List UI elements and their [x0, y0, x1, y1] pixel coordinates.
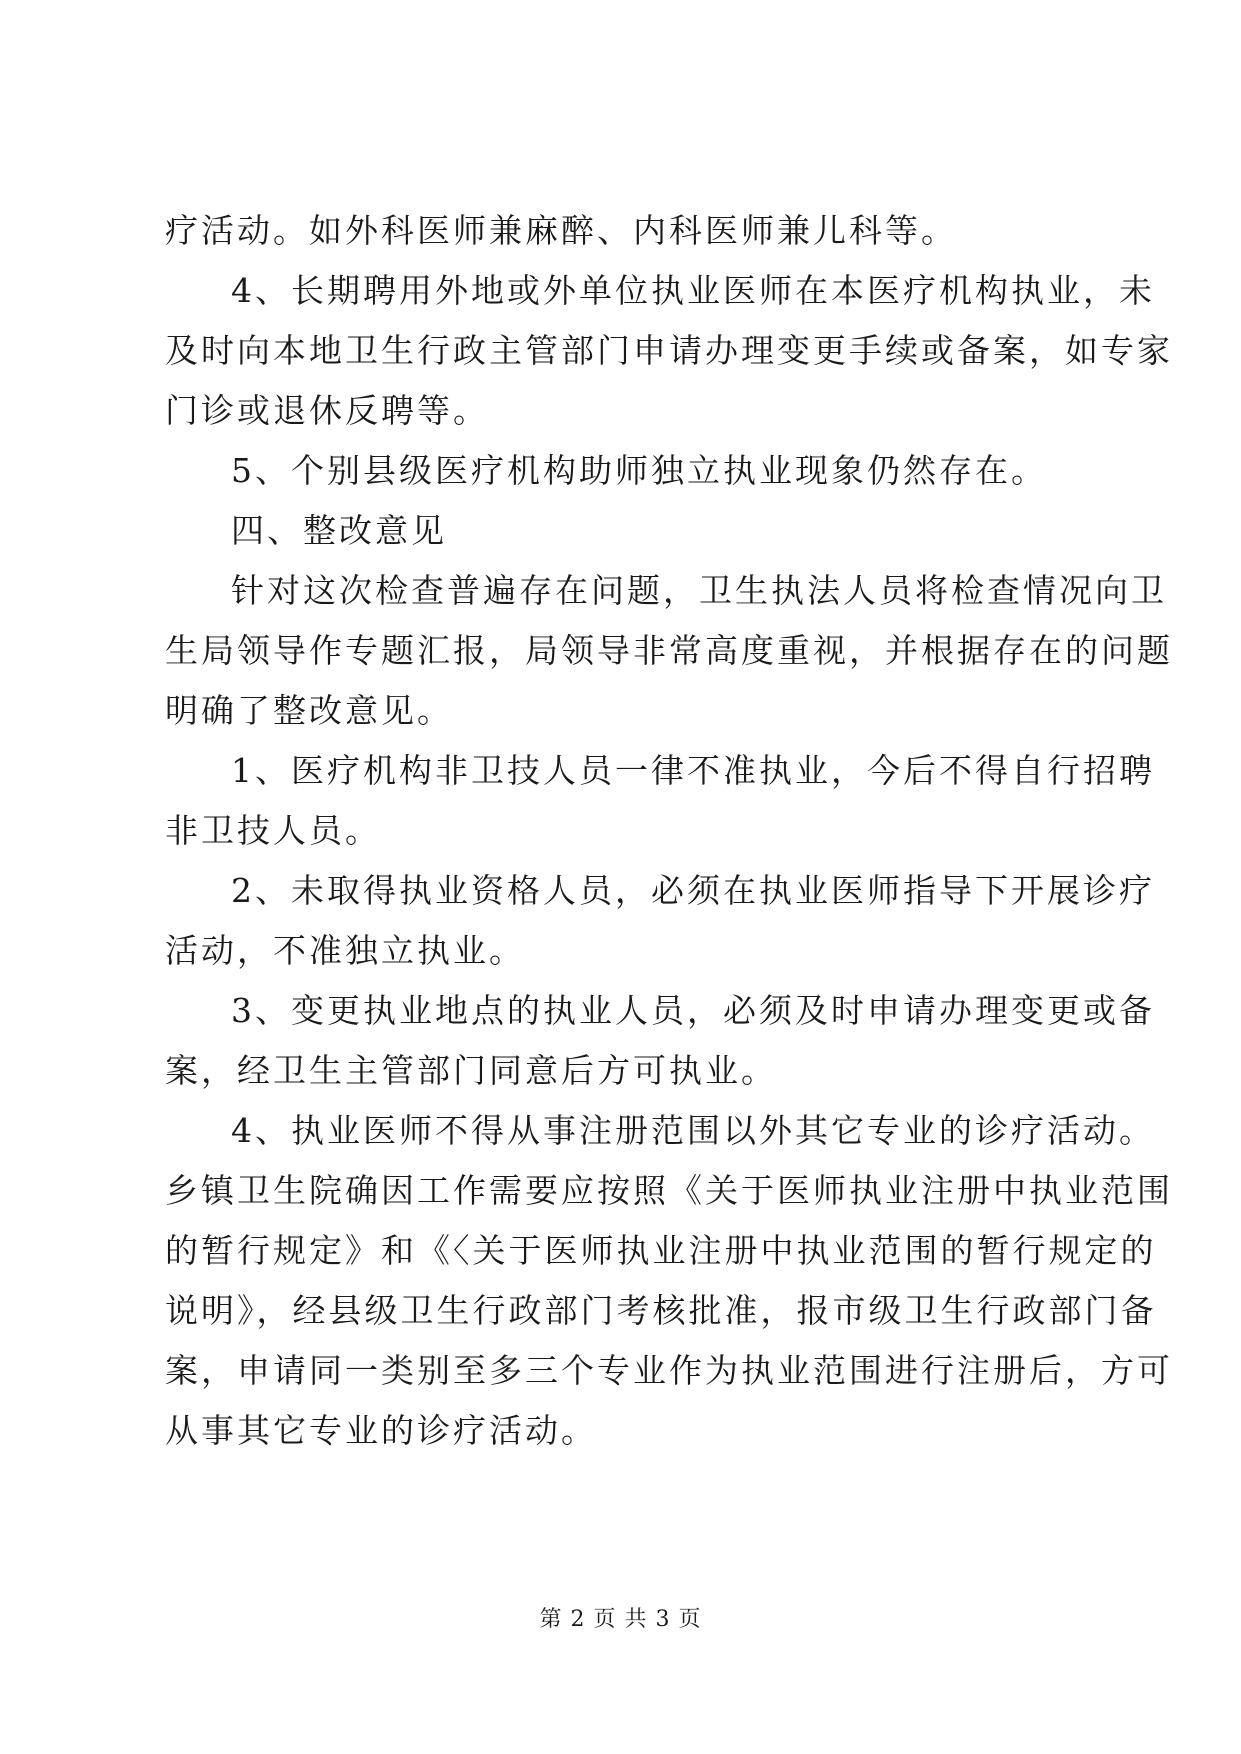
body-line: 生局领导作专题汇报，局领导非常高度重视，并根据存在的问题: [165, 631, 1173, 670]
body-line: 非卫技人员。: [165, 811, 381, 850]
body-line: 4、执业医师不得从事注册范围以外其它专业的诊疗活动。: [231, 1111, 1155, 1150]
body-line: 案，申请同一类别至多三个专业作为执业范围进行注册后，方可: [165, 1351, 1173, 1390]
body-line: 疗活动。如外科医师兼麻醉、内科医师兼儿科等。: [165, 211, 957, 250]
body-line: 5、个别县级医疗机构助师独立执业现象仍然存在。: [231, 451, 1047, 490]
body-line: 3、变更执业地点的执业人员，必须及时申请办理变更或备: [231, 991, 1155, 1030]
body-line: 及时向本地卫生行政主管部门申请办理变更手续或备案，如专家: [165, 331, 1173, 370]
page-number-footer: 第 2 页 共 3 页: [539, 1607, 702, 1632]
body-line: 针对这次检查普遍存在问题，卫生执法人员将检查情况向卫: [231, 571, 1167, 610]
body-line: 说明》，经县级卫生行政部门考核批准，报市级卫生行政部门备: [165, 1291, 1157, 1330]
body-line: 案，经卫生主管部门同意后方可执业。: [165, 1051, 777, 1090]
body-line: 的暂行规定》和《〈关于医师执业注册中执业范围的暂行规定的: [165, 1231, 1157, 1270]
body-line: 活动，不准独立执业。: [165, 931, 525, 970]
body-line: 2、未取得执业资格人员，必须在执业医师指导下开展诊疗: [231, 871, 1155, 910]
body-line: 4、长期聘用外地或外单位执业医师在本医疗机构执业，未: [231, 271, 1155, 310]
body-line: 门诊或退休反聘等。: [165, 391, 489, 430]
body-line: 1、医疗机构非卫技人员一律不准执业，今后不得自行招聘: [231, 751, 1155, 790]
body-line: 乡镇卫生院确因工作需要应按照《关于医师执业注册中执业范围: [165, 1171, 1173, 1210]
section-heading: 四、整改意见: [231, 511, 447, 550]
body-line: 从事其它专业的诊疗活动。: [165, 1411, 597, 1450]
body-line: 明确了整改意见。: [165, 691, 453, 730]
